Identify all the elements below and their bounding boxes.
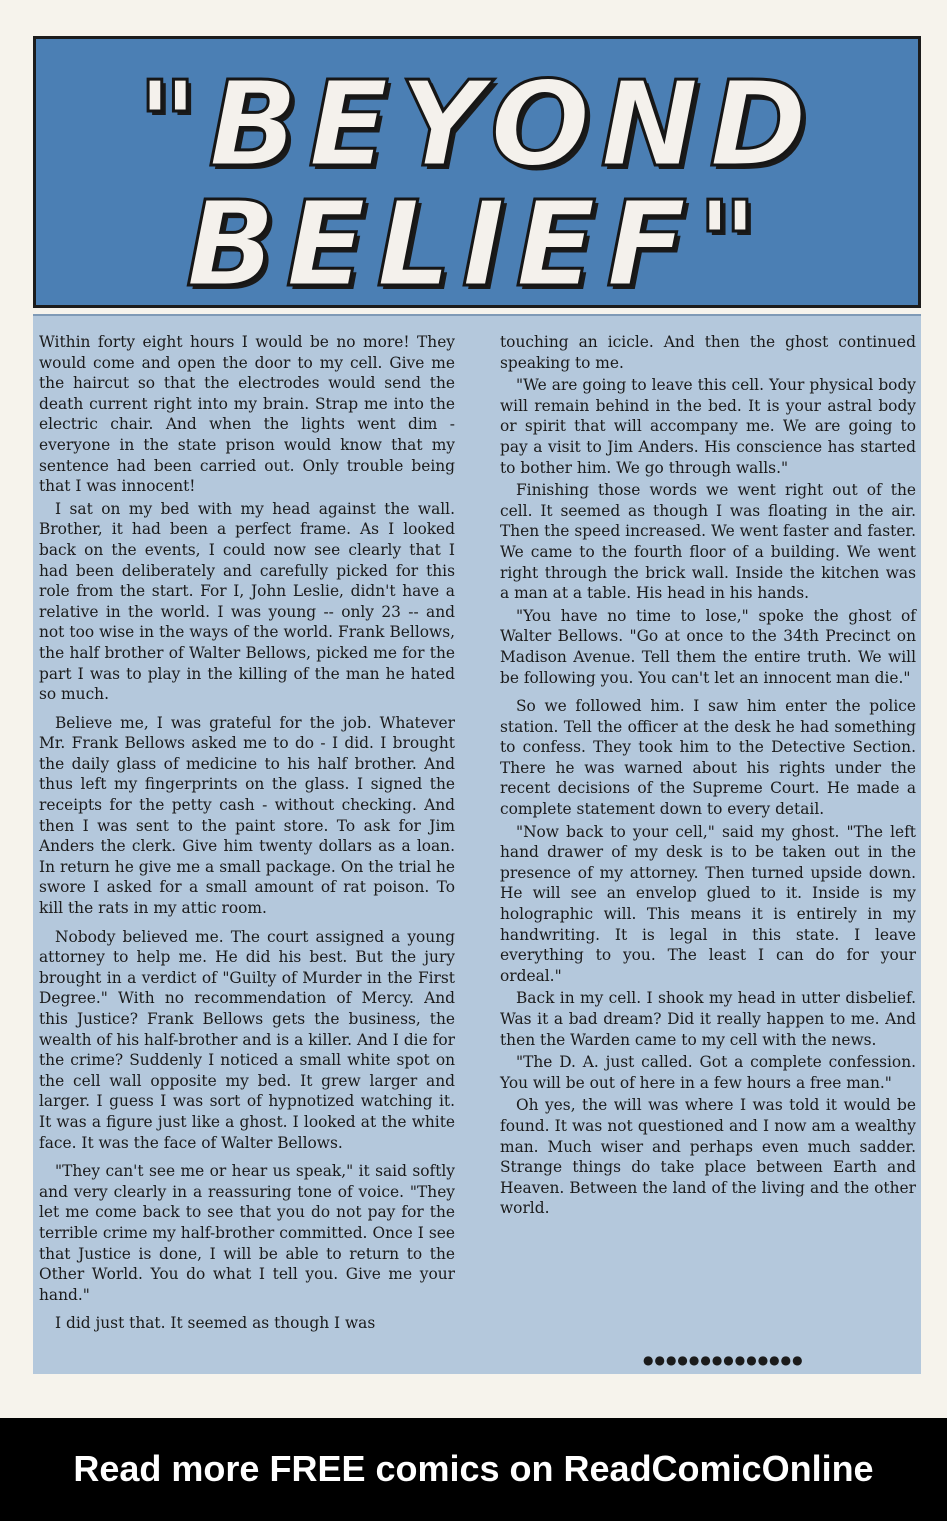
story-paragraph: "The D. A. just called. Got a complete confession. You will be out of here in a few hours a free man." xyxy=(500,1053,916,1092)
story-paragraph: "They can't see me or hear us speak," it said softly and very clearly in a reassuring tone of voice. "They let me come back to see that you do not pay for the terrible crime my half-brother committed. Once I see that Justice is done, I will be able to return to the Other World. You do what I tell you. Give me your hand." xyxy=(39,1162,455,1304)
story-paragraph: Within forty eight hours I would be no more! They would come and open the door to my cell. Give me the haircut so that the electrodes would send the death current right into my brain. Strap me into the electric chair. And when the lights went dim - everyone in the state prison would know that my sentence had been carried out. Only trouble being that I was innocent! xyxy=(39,333,455,496)
story-paragraph: "We are going to leave this cell. Your physical body will remain behind in the bed. It is your astral body or spirit that will accompany me. We are going to pay a visit to Jim Anders. His conscience has started to bother him. We go through walls." xyxy=(500,376,916,477)
story-paragraph: So we followed him. I saw him enter the police station. Tell the officer at the desk he had something to confess. They took him to the Detective Section. There he was warned about his rights under the recent decisions of the Supreme Court. He made a complete statement down to every detail. xyxy=(500,697,916,819)
story-paragraph: I did just that. It seemed as though I was xyxy=(55,1314,376,1333)
footer-link-text[interactable]: Read more FREE comics on ReadComicOnline xyxy=(73,1448,874,1489)
story-paragraph: Oh yes, the will was where I was told it would be found. It was not questioned and I now am a wealthy man. Much wiser and perhaps even much sadder. Strange things do take place between Earth and Heaven. Between the land of the living and the other world. xyxy=(500,1096,916,1218)
title-line-1: "BEYOND xyxy=(136,55,818,193)
story-paragraph: Back in my cell. I shook my head in utter disbelief. Was it a bad dream? Did it really happen to me. And then the Warden came to my cell with the news. xyxy=(500,989,916,1049)
title-panel xyxy=(33,36,921,313)
end-of-story-mark: ●●●●●●●●●●●●●● xyxy=(643,1353,804,1367)
story-paragraph: I sat on my bed with my head against the wall. Brother, it had been a perfect frame. As I looked back on the events, I could now see clearly that I had been deliberately and carefully picked for this role from the start. For I, John Leslie, didn't have a relative in the world. I was young -- only 23 -- and not too wise in the ways of the world. Frank Bellows, the half brother of Walter Bellows, picked me for the part I was to play in the killing of the man he hated so much. xyxy=(39,499,455,704)
story-column-left xyxy=(39,332,455,1336)
footer-banner[interactable] xyxy=(0,1418,947,1521)
story-paragraph: Nobody believed me. The court assigned a young attorney to help me. He did his best. But the jury brought in a verdict of "Guilty of Murder in the First Degree." With no recommendation of Mercy. And this Justice? Frank Bellows gets the business, the wealth of his half-brother and is a killer. And I die for the crime? Suddenly I noticed a small white spot on the cell wall opposite my bed. It grew larger and larger. I guess I was sort of hypnotized watching it. It was a figure just like a ghost. I looked at the white face. It was the face of Walter Bellows. xyxy=(39,927,455,1152)
story-paragraph: Finishing those words we went right out of the cell. It seemed as though I was floating in the air. Then the speed increased. We went faster and faster. We came to the fourth floor of a building. We went right through the brick wall. Inside the kitchen was a man at a table. His head in his hands. xyxy=(500,481,916,603)
story-column-right xyxy=(500,332,916,1221)
story-paragraph: touching an icicle. And then the ghost continued speaking to me. xyxy=(500,333,916,372)
story-paragraph: "You have no time to lose," spoke the ghost of Walter Bellows. "Go at once to the 34th Precinct on Madison Avenue. Tell them the entire truth. We will be following you. You can't let an innocent man die." xyxy=(500,606,916,687)
story-panel xyxy=(33,314,921,1374)
story-paragraph: Believe me, I was grateful for the job. Whatever Mr. Frank Bellows asked me to do - I did. I brought the daily glass of medicine to his half brother. And thus left my fingerprints on the glass. I signed the receipts for the petty cash - without checking. And then I was sent to the paint store. To ask for Jim Anders the clerk. Give him twenty dollars as a loan. In return he give me a small package. On the trial he swore I asked for a small amount of rat poison. To kill the rats in my attic room. xyxy=(39,713,455,918)
story-paragraph: "Now back to your cell," said my ghost. "The left hand drawer of my desk is to be taken out in the presence of my attorney. Then turned upside down. He will see an envelop glued to it. Inside is my holographic will. This means it is entirely in my handwriting. It is legal in this state. I leave everything to you. The least I can do for your ordeal." xyxy=(500,822,916,985)
title-line-2: BELIEF" xyxy=(185,175,769,313)
